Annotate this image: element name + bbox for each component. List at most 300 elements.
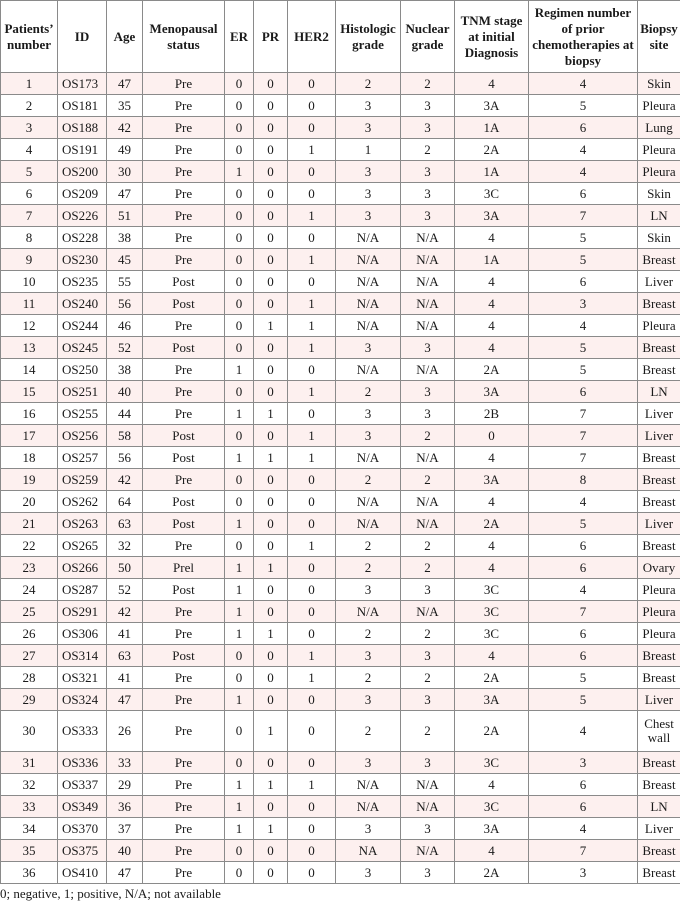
cell-tnm: 4: [455, 227, 529, 249]
cell-site: Pleura: [638, 139, 680, 161]
cell-pr: 0: [254, 271, 288, 293]
cell-tnm: 1A: [455, 249, 529, 271]
cell-number: 5: [1, 161, 58, 183]
cell-nuclear: 2: [401, 557, 455, 579]
cell-regimen: 5: [529, 689, 638, 711]
cell-regimen: 3: [529, 862, 638, 884]
cell-regimen: 4: [529, 711, 638, 752]
cell-pr: 0: [254, 491, 288, 513]
cell-id: OS173: [58, 73, 107, 95]
cell-tnm: 4: [455, 840, 529, 862]
cell-histologic: 2: [336, 711, 401, 752]
cell-menopausal: Post: [143, 645, 225, 667]
cell-her2: 0: [288, 117, 336, 139]
cell-number: 12: [1, 315, 58, 337]
cell-menopausal: Pre: [143, 117, 225, 139]
cell-her2: 0: [288, 513, 336, 535]
cell-er: 0: [225, 139, 254, 161]
cell-site: Breast: [638, 359, 680, 381]
cell-er: 1: [225, 557, 254, 579]
cell-er: 1: [225, 403, 254, 425]
cell-regimen: 6: [529, 796, 638, 818]
cell-number: 15: [1, 381, 58, 403]
table-row: [1, 293, 680, 315]
cell-number: 34: [1, 818, 58, 840]
cell-pr: 1: [254, 447, 288, 469]
cell-her2: 1: [288, 315, 336, 337]
cell-site: Liver: [638, 689, 680, 711]
cell-number: 6: [1, 183, 58, 205]
table-row: [1, 840, 680, 862]
cell-er: 1: [225, 579, 254, 601]
cell-menopausal: Pre: [143, 601, 225, 623]
cell-nuclear: 2: [401, 469, 455, 491]
cell-menopausal: Pre: [143, 73, 225, 95]
cell-nuclear: 3: [401, 862, 455, 884]
table-row: [1, 667, 680, 689]
cell-pr: 0: [254, 249, 288, 271]
cell-number: 22: [1, 535, 58, 557]
cell-pr: 0: [254, 161, 288, 183]
cell-age: 40: [107, 840, 143, 862]
cell-age: 55: [107, 271, 143, 293]
cell-tnm: 3A: [455, 818, 529, 840]
cell-histologic: N/A: [336, 271, 401, 293]
cell-number: 31: [1, 752, 58, 774]
cell-er: 1: [225, 774, 254, 796]
cell-number: 18: [1, 447, 58, 469]
cell-age: 42: [107, 117, 143, 139]
cell-tnm: 4: [455, 557, 529, 579]
cell-menopausal: Pre: [143, 667, 225, 689]
cell-site: Skin: [638, 183, 680, 205]
cell-nuclear: 3: [401, 161, 455, 183]
cell-her2: 0: [288, 403, 336, 425]
cell-tnm: 3A: [455, 469, 529, 491]
cell-site: Skin: [638, 227, 680, 249]
cell-site: Breast: [638, 535, 680, 557]
cell-id: OS370: [58, 818, 107, 840]
cell-id: OS321: [58, 667, 107, 689]
cell-tnm: 4: [455, 293, 529, 315]
cell-age: 52: [107, 337, 143, 359]
cell-site: Pleura: [638, 623, 680, 645]
cell-site: Breast: [638, 249, 680, 271]
cell-id: OS266: [58, 557, 107, 579]
cell-site: Skin: [638, 73, 680, 95]
cell-number: 2: [1, 95, 58, 117]
cell-histologic: 2: [336, 381, 401, 403]
cell-er: 0: [225, 491, 254, 513]
cell-id: OS291: [58, 601, 107, 623]
cell-her2: 0: [288, 818, 336, 840]
cell-age: 50: [107, 557, 143, 579]
cell-site: Pleura: [638, 161, 680, 183]
cell-number: 16: [1, 403, 58, 425]
table-footnote: 0; negative, 1; positive, N/A; not available: [0, 886, 221, 901]
cell-histologic: N/A: [336, 293, 401, 315]
table-row: [1, 447, 680, 469]
cell-tnm: 2A: [455, 513, 529, 535]
cell-menopausal: Pre: [143, 623, 225, 645]
header-regimen-number: Regimen number of prior chemotherapies at biopsy: [529, 1, 638, 73]
cell-regimen: 6: [529, 117, 638, 139]
cell-regimen: 4: [529, 161, 638, 183]
cell-er: 0: [225, 667, 254, 689]
cell-nuclear: N/A: [401, 513, 455, 535]
cell-her2: 0: [288, 689, 336, 711]
cell-number: 21: [1, 513, 58, 535]
cell-number: 11: [1, 293, 58, 315]
cell-tnm: 3A: [455, 381, 529, 403]
cell-age: 26: [107, 711, 143, 752]
cell-number: 26: [1, 623, 58, 645]
table-row: [1, 535, 680, 557]
cell-id: OS265: [58, 535, 107, 557]
cell-pr: 0: [254, 205, 288, 227]
cell-nuclear: N/A: [401, 359, 455, 381]
cell-histologic: N/A: [336, 249, 401, 271]
header-tnm-stage: TNM stage at initial Diagnosis: [455, 1, 529, 73]
cell-age: 47: [107, 183, 143, 205]
cell-her2: 1: [288, 249, 336, 271]
cell-pr: 0: [254, 862, 288, 884]
cell-regimen: 6: [529, 271, 638, 293]
cell-pr: 0: [254, 579, 288, 601]
cell-nuclear: N/A: [401, 227, 455, 249]
cell-site: Breast: [638, 645, 680, 667]
cell-nuclear: N/A: [401, 774, 455, 796]
cell-pr: 0: [254, 381, 288, 403]
cell-id: OS324: [58, 689, 107, 711]
cell-regimen: 6: [529, 774, 638, 796]
cell-tnm: 4: [455, 491, 529, 513]
cell-her2: 1: [288, 447, 336, 469]
header-menopausal-status: Menopausal status: [143, 1, 225, 73]
table-row: [1, 689, 680, 711]
cell-pr: 1: [254, 403, 288, 425]
header-histologic-grade: Histologic grade: [336, 1, 401, 73]
cell-regimen: 4: [529, 139, 638, 161]
cell-age: 38: [107, 359, 143, 381]
cell-regimen: 5: [529, 249, 638, 271]
cell-site: LN: [638, 796, 680, 818]
cell-age: 56: [107, 447, 143, 469]
cell-nuclear: 3: [401, 117, 455, 139]
cell-number: 25: [1, 601, 58, 623]
cell-age: 64: [107, 491, 143, 513]
cell-nuclear: 3: [401, 205, 455, 227]
cell-regimen: 7: [529, 601, 638, 623]
cell-site: Breast: [638, 491, 680, 513]
cell-histologic: 2: [336, 557, 401, 579]
cell-her2: 0: [288, 579, 336, 601]
table-row: [1, 752, 680, 774]
cell-her2: 1: [288, 205, 336, 227]
cell-er: 1: [225, 601, 254, 623]
cell-menopausal: Post: [143, 513, 225, 535]
table-row: [1, 579, 680, 601]
cell-er: 0: [225, 73, 254, 95]
cell-number: 14: [1, 359, 58, 381]
cell-menopausal: Pre: [143, 381, 225, 403]
cell-er: 0: [225, 645, 254, 667]
cell-her2: 0: [288, 796, 336, 818]
cell-tnm: 4: [455, 271, 529, 293]
cell-regimen: 4: [529, 315, 638, 337]
table-row: [1, 161, 680, 183]
cell-age: 42: [107, 601, 143, 623]
cell-tnm: 1A: [455, 161, 529, 183]
cell-menopausal: Pre: [143, 774, 225, 796]
header-pr: PR: [254, 1, 288, 73]
cell-tnm: 3C: [455, 796, 529, 818]
cell-her2: 0: [288, 95, 336, 117]
cell-pr: 1: [254, 774, 288, 796]
cell-number: 29: [1, 689, 58, 711]
cell-age: 46: [107, 315, 143, 337]
cell-her2: 0: [288, 359, 336, 381]
table-row: [1, 337, 680, 359]
cell-menopausal: Pre: [143, 205, 225, 227]
cell-site: Breast: [638, 337, 680, 359]
cell-number: 9: [1, 249, 58, 271]
cell-menopausal: Pre: [143, 359, 225, 381]
cell-histologic: 2: [336, 73, 401, 95]
cell-pr: 0: [254, 337, 288, 359]
cell-her2: 1: [288, 645, 336, 667]
cell-pr: 0: [254, 796, 288, 818]
cell-tnm: 3A: [455, 689, 529, 711]
cell-id: OS251: [58, 381, 107, 403]
table-row: [1, 513, 680, 535]
cell-id: OS349: [58, 796, 107, 818]
cell-menopausal: Pre: [143, 752, 225, 774]
cell-menopausal: Pre: [143, 95, 225, 117]
cell-regimen: 6: [529, 381, 638, 403]
cell-nuclear: N/A: [401, 271, 455, 293]
cell-er: 0: [225, 271, 254, 293]
cell-her2: 0: [288, 271, 336, 293]
cell-site: Chest wall: [638, 711, 680, 752]
cell-tnm: 4: [455, 337, 529, 359]
cell-nuclear: N/A: [401, 293, 455, 315]
cell-pr: 1: [254, 557, 288, 579]
cell-regimen: 7: [529, 403, 638, 425]
cell-number: 28: [1, 667, 58, 689]
header-age: Age: [107, 1, 143, 73]
table-row: [1, 469, 680, 491]
cell-her2: 0: [288, 601, 336, 623]
header-id: ID: [58, 1, 107, 73]
cell-site: Pleura: [638, 579, 680, 601]
cell-nuclear: 3: [401, 579, 455, 601]
cell-tnm: 2A: [455, 711, 529, 752]
cell-tnm: 4: [455, 535, 529, 557]
table-row: [1, 95, 680, 117]
cell-regimen: 5: [529, 95, 638, 117]
cell-id: OS336: [58, 752, 107, 774]
table-row: [1, 403, 680, 425]
cell-her2: 0: [288, 862, 336, 884]
cell-histologic: 3: [336, 862, 401, 884]
cell-id: OS226: [58, 205, 107, 227]
cell-er: 0: [225, 752, 254, 774]
cell-regimen: 6: [529, 535, 638, 557]
cell-histologic: 1: [336, 139, 401, 161]
table-row: [1, 774, 680, 796]
cell-number: 32: [1, 774, 58, 796]
cell-regimen: 5: [529, 337, 638, 359]
cell-id: OS191: [58, 139, 107, 161]
table-row: [1, 491, 680, 513]
cell-age: 42: [107, 469, 143, 491]
cell-nuclear: N/A: [401, 315, 455, 337]
cell-menopausal: Pre: [143, 469, 225, 491]
cell-nuclear: 3: [401, 403, 455, 425]
cell-regimen: 3: [529, 293, 638, 315]
cell-age: 33: [107, 752, 143, 774]
cell-site: Breast: [638, 840, 680, 862]
cell-id: OS257: [58, 447, 107, 469]
cell-regimen: 4: [529, 491, 638, 513]
cell-regimen: 8: [529, 469, 638, 491]
cell-pr: 0: [254, 667, 288, 689]
cell-age: 56: [107, 293, 143, 315]
cell-nuclear: 2: [401, 623, 455, 645]
cell-pr: 0: [254, 293, 288, 315]
cell-histologic: 3: [336, 425, 401, 447]
cell-pr: 0: [254, 645, 288, 667]
cell-pr: 0: [254, 139, 288, 161]
cell-regimen: 6: [529, 623, 638, 645]
cell-her2: 0: [288, 491, 336, 513]
cell-pr: 0: [254, 359, 288, 381]
cell-histologic: 3: [336, 183, 401, 205]
cell-id: OS410: [58, 862, 107, 884]
cell-pr: 1: [254, 623, 288, 645]
cell-nuclear: 2: [401, 139, 455, 161]
cell-menopausal: Pre: [143, 315, 225, 337]
table-header: [1, 1, 680, 73]
cell-number: 33: [1, 796, 58, 818]
cell-her2: 0: [288, 183, 336, 205]
cell-menopausal: Pre: [143, 139, 225, 161]
table-row: [1, 818, 680, 840]
cell-id: OS230: [58, 249, 107, 271]
cell-id: OS235: [58, 271, 107, 293]
cell-age: 36: [107, 796, 143, 818]
cell-id: OS375: [58, 840, 107, 862]
cell-histologic: 3: [336, 579, 401, 601]
cell-er: 0: [225, 337, 254, 359]
cell-age: 51: [107, 205, 143, 227]
cell-nuclear: 2: [401, 425, 455, 447]
cell-site: Liver: [638, 818, 680, 840]
cell-id: OS244: [58, 315, 107, 337]
cell-her2: 1: [288, 425, 336, 447]
cell-her2: 1: [288, 381, 336, 403]
table-row: [1, 645, 680, 667]
cell-tnm: 4: [455, 774, 529, 796]
table-row: [1, 557, 680, 579]
table-row: [1, 359, 680, 381]
cell-er: 1: [225, 161, 254, 183]
cell-menopausal: Pre: [143, 161, 225, 183]
cell-histologic: N/A: [336, 359, 401, 381]
cell-number: 24: [1, 579, 58, 601]
table-row: [1, 425, 680, 447]
cell-histologic: N/A: [336, 796, 401, 818]
cell-er: 0: [225, 205, 254, 227]
cell-her2: 1: [288, 293, 336, 315]
cell-menopausal: Pre: [143, 249, 225, 271]
cell-histologic: 2: [336, 469, 401, 491]
cell-menopausal: Prel: [143, 557, 225, 579]
cell-menopausal: Pre: [143, 227, 225, 249]
cell-er: 0: [225, 227, 254, 249]
cell-pr: 0: [254, 183, 288, 205]
cell-nuclear: N/A: [401, 249, 455, 271]
cell-menopausal: Post: [143, 447, 225, 469]
cell-regimen: 5: [529, 667, 638, 689]
cell-tnm: 3C: [455, 623, 529, 645]
cell-pr: 0: [254, 73, 288, 95]
cell-menopausal: Post: [143, 271, 225, 293]
cell-age: 63: [107, 513, 143, 535]
cell-age: 32: [107, 535, 143, 557]
cell-menopausal: Post: [143, 425, 225, 447]
cell-id: OS337: [58, 774, 107, 796]
cell-regimen: 6: [529, 557, 638, 579]
cell-age: 52: [107, 579, 143, 601]
cell-pr: 0: [254, 425, 288, 447]
table-row: [1, 711, 680, 752]
cell-histologic: N/A: [336, 315, 401, 337]
cell-site: Breast: [638, 774, 680, 796]
cell-er: 1: [225, 818, 254, 840]
cell-pr: 0: [254, 535, 288, 557]
cell-er: 0: [225, 183, 254, 205]
cell-histologic: 3: [336, 403, 401, 425]
cell-site: Pleura: [638, 315, 680, 337]
cell-histologic: 2: [336, 667, 401, 689]
cell-id: OS181: [58, 95, 107, 117]
cell-number: 19: [1, 469, 58, 491]
cell-regimen: 7: [529, 840, 638, 862]
cell-pr: 1: [254, 711, 288, 752]
cell-her2: 0: [288, 469, 336, 491]
table-row: [1, 249, 680, 271]
cell-er: 0: [225, 711, 254, 752]
cell-id: OS262: [58, 491, 107, 513]
cell-nuclear: N/A: [401, 447, 455, 469]
cell-nuclear: 2: [401, 535, 455, 557]
cell-site: LN: [638, 381, 680, 403]
cell-id: OS314: [58, 645, 107, 667]
cell-er: 1: [225, 447, 254, 469]
cell-tnm: 3C: [455, 752, 529, 774]
table-row: [1, 271, 680, 293]
cell-regimen: 4: [529, 73, 638, 95]
cell-pr: 0: [254, 752, 288, 774]
cell-histologic: N/A: [336, 491, 401, 513]
cell-tnm: 3C: [455, 183, 529, 205]
cell-site: Liver: [638, 425, 680, 447]
cell-nuclear: 3: [401, 381, 455, 403]
table-row: [1, 862, 680, 884]
cell-tnm: 2A: [455, 862, 529, 884]
